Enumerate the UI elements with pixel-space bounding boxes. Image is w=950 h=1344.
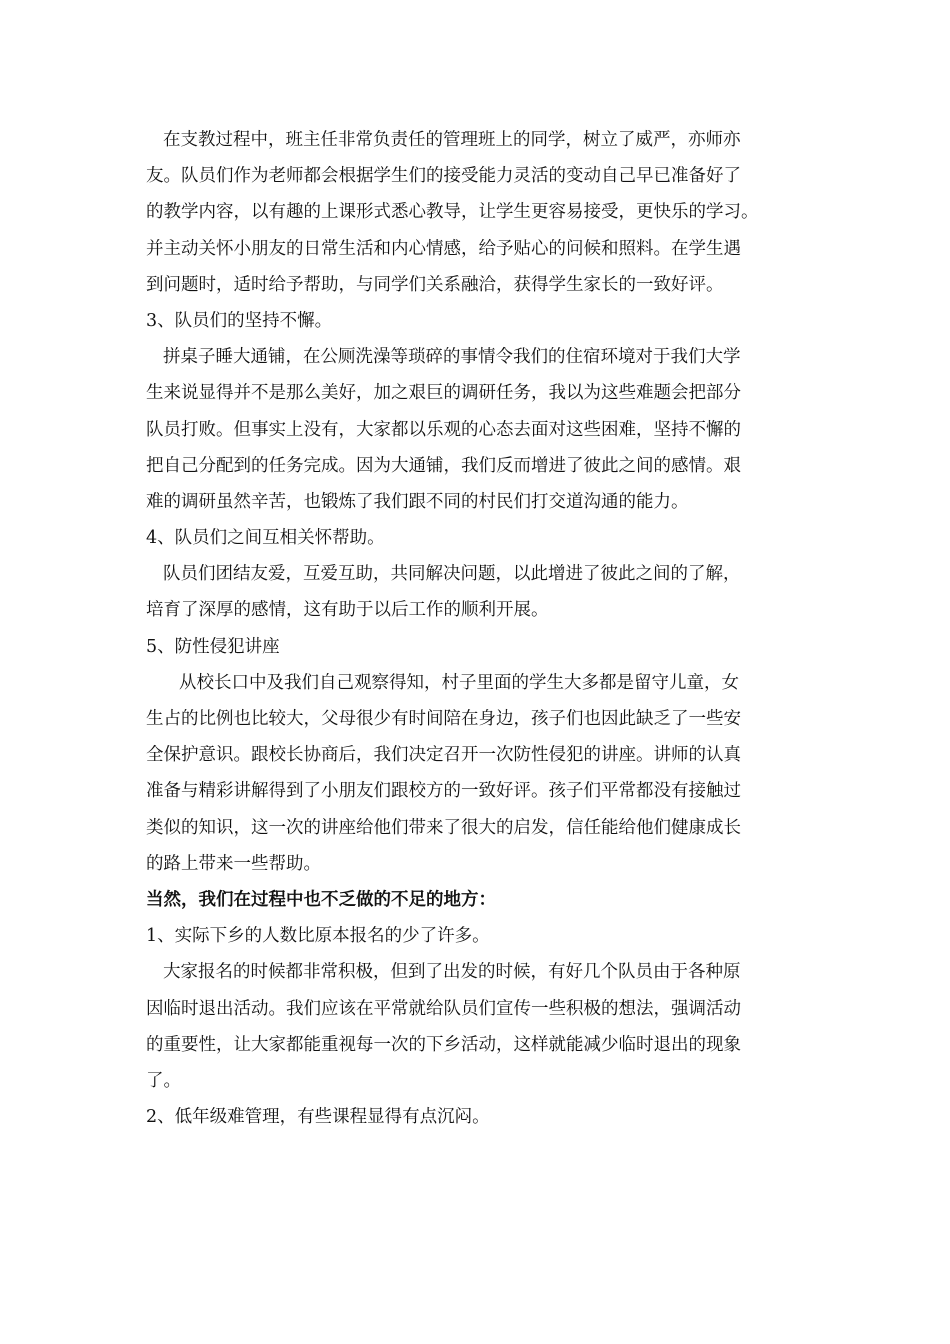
section-heading: 2、低年级难管理，有些课程显得有点沉闷。 — [146, 1107, 490, 1128]
paragraph-line: 从校长口中及我们自己观察得知，村子里面的学生大多都是留守儿童，女 — [179, 672, 739, 693]
paragraph-line: 全保护意识。跟校长协商后，我们决定召开一次防性侵犯的讲座。讲师的认真 — [146, 745, 741, 766]
paragraph-line: 生来说显得并不是那么美好，加之艰巨的调研任务，我以为这些难题会把部分 — [146, 383, 741, 404]
bold-heading: 当然，我们在过程中也不乏做的不足的地方： — [146, 889, 496, 910]
document-body — [146, 122, 806, 1135]
paragraph-line: 队员们团结友爱，互爱互助，共同解决问题，以此增进了彼此之间的了解， — [163, 564, 741, 585]
paragraph-line: 到问题时，适时给予帮助，与同学们关系融洽，获得学生家长的一致好评。 — [146, 274, 724, 295]
paragraph-line: 大家报名的时候都非常积极，但到了出发的时候，有好几个队员由于各种原 — [163, 962, 741, 983]
section-heading: 5、防性侵犯讲座 — [146, 636, 280, 657]
section-heading: 4、队员们之间互相关怀帮助。 — [146, 528, 385, 549]
section-heading: 3、队员们的坚持不懈。 — [146, 310, 333, 331]
section-heading: 1、实际下乡的人数比原本报名的少了许多。 — [146, 926, 490, 947]
paragraph-line: 难的调研虽然辛苦，也锻炼了我们跟不同的村民们打交道沟通的能力。 — [146, 491, 689, 512]
paragraph-line: 并主动关怀小朋友的日常生活和内心情感，给予贴心的问候和照料。在学生遇 — [146, 238, 741, 259]
paragraph-line: 因临时退出活动。我们应该在平常就给队员们宣传一些积极的想法，强调活动 — [146, 998, 741, 1019]
paragraph-line: 队员打败。但事实上没有，大家都以乐观的心态去面对这些困难，坚持不懈的 — [146, 419, 741, 440]
paragraph-line: 准备与精彩讲解得到了小朋友们跟校方的一致好评。孩子们平常都没有接触过 — [146, 781, 741, 802]
paragraph-line: 把自己分配到的任务完成。因为大通铺，我们反而增进了彼此之间的感情。艰 — [146, 455, 741, 476]
paragraph-line: 友。队员们作为老师都会根据学生们的接受能力灵活的变动自己早已准备好了 — [146, 166, 741, 187]
paragraph-line: 生占的比例也比较大，父母很少有时间陪在身边，孩子们也因此缺乏了一些安 — [146, 709, 741, 729]
paragraph-line: 类似的知识，这一次的讲座给他们带来了很大的启发，信任能给他们健康成长 — [146, 817, 741, 838]
paragraph-line: 的教学内容，以有趣的上课形式悉心教导，让学生更容易接受，更快乐的学习。 — [146, 202, 759, 223]
paragraph-line: 了。 — [146, 1070, 181, 1091]
paragraph-line: 在支教过程中，班主任非常负责任的管理班上的同学，树立了威严，亦师亦 — [163, 130, 741, 150]
paragraph-line: 拼桌子睡大通铺，在公厕洗澡等琐碎的事情令我们的住宿环境对于我们大学 — [163, 347, 741, 368]
paragraph-line: 培育了深厚的感情，这有助于以后工作的顺利开展。 — [146, 600, 549, 621]
paragraph-line: 的重要性，让大家都能重视每一次的下乡活动，这样就能减少临时退出的现象 — [146, 1034, 741, 1055]
paragraph-line: 的路上带来一些帮助。 — [146, 853, 321, 874]
